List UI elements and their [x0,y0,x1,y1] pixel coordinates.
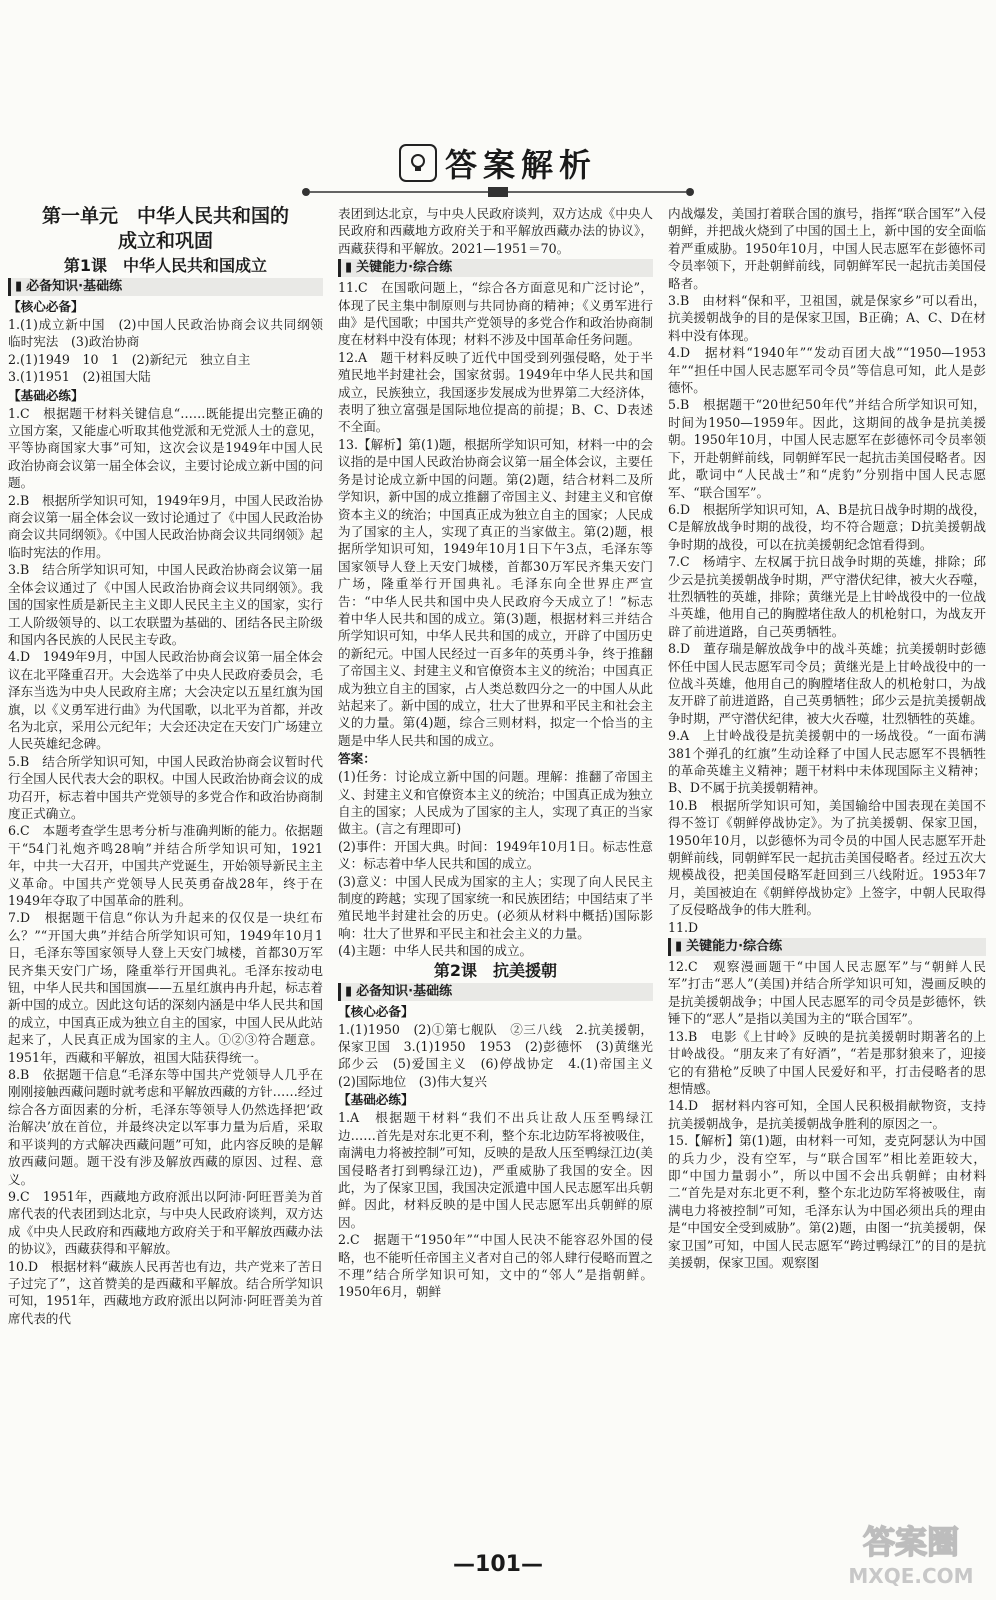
answer-item: 1.C 根据题干材料关键信息“……既能提出完整正确的立国方案，又能虚心听取其他党派和无党派人士的意见，平等协商国家大事”可知，这次会议是1949年中国人民政治协商会议第一届全体会议，主要讨论成立新中国的问题。 [8,405,323,491]
answer-item: 4.D 1949年9月，中国人民政治协商会议第一届全体会议在北平隆重召开。大会选举了中央人民政府委员会，毛泽东当选为中央人民政府主席；大会决定以五星红旗为国旗，以《义勇军进行曲》为代国歌，以北平为首都，并改名为北京，采用公元纪年；大会还决定在天安门广场建立人民英雄纪念碑。 [8,649,323,752]
answer-item: 8.B 依据题干信息“毛泽东等中国共产党领导人几乎在刚刚接触西藏问题时就考虑和平解放西藏的方针……经过综合各方面因素的分析，毛泽东等领导人仍然选择把‘政治解决’放在首位，并最终决定以军事力量为后盾，采取和平谈判的方式解决西藏问题”可知，此内容反映的是解放西藏问题。题干没有涉及解放西藏的原因、过程、意义。 [8,1067,323,1187]
answer-item: 10.D 根据材料“藏族人民再苦也有边，共产党来了苦日子过完了”，这首赞美的是西藏和平解放。结合所学知识可知，1951年，西藏地方政府派出以阿沛·阿旺晋美为首席代表的代 [8,1258,323,1326]
answer-item: 11.C 在国歌问题上，“综合各方面意见和广泛讨论”，体现了民主集中制原则与共同协商的精神；《义勇军进行曲》是代国歌；中国共产党领导的多党合作和政治协商制度在材料中没有体现；材料不涉及中国革命任务问题。 [338,280,653,348]
answer-line: 2.(1)1949 10 1 (2)新纪元 独立自主 [8,351,251,367]
answer-item: 14.D 据材料内容可知，全国人民积极捐献物资，支持抗美援朝战争，是抗美援朝战争胜利的原因之一。 [668,1098,986,1131]
bookmark-icon: ▮ [15,279,23,294]
watermark-logo [836,1515,986,1590]
column-3 [668,205,986,1540]
answer-line: 1.(1)成立新中国 (2)中国人民政治协商会议共同纲领 临时宪法 (3)政治协商 [8,317,336,350]
column-2 [338,205,666,1540]
answer-item: 10.B 根据所学知识可知，美国输给中国表现在美国不得不签订《朝鲜停战协定》。为了抗美援朝、保家卫国，1950年10月，以彭德怀为司令员的中国人民志愿军开赴朝鲜前线，同朝鲜军民一起抗击美国侵略者。经过五次大规模战役，把美国侵略军赶回到三八线附近。1953年7月，美国被迫在《朝鲜停战协定》上签字，中朝人民取得了反侵略战争的伟大胜利。 [668,797,986,918]
section-band-label: 必备知识·基础练 [356,983,453,999]
bookmark-icon: ▮ [345,260,353,276]
section-band-label: 关键能力·综合练 [686,939,783,955]
page-number: —101— [453,1552,543,1577]
answer-item: 12.C 观察漫画题干“中国人民志愿军”与“朝鲜人民军”打击“恶人”(美国)并结合所学知识可知，漫画反映的是抗美援朝战争；中国人民志愿军的司令员是彭德怀，铁锤下的“恶人”是指以美国为主的“联合国军”。 [668,959,986,1027]
answer-item: 内战爆发，美国打着联合国的旗号，指挥“联合国军”入侵朝鲜，并把战火烧到了中国的国土上，新中国的安全面临着严重威胁。1950年10月，中国人民志愿军在彭德怀司令员率领下，开赴朝鲜前线，同朝鲜军民一起抗击美国侵略者。 [668,206,986,291]
page-header [0,140,996,184]
answer-line: (2)事件：开国大典。时间：1949年10月1日。标志性意义：标志着中华人民共和国的成立。 [338,838,653,872]
section-band [668,938,986,956]
core-tag: 【核心必备】 [8,299,84,314]
answer-item: 13.【解析】第(1)题，根据所学知识可知，材料一中的会议指的是中国人民政治协商会议第一届全体会议，主要任务是讨论成立新中国的问题。第(2)题，结合材料二及所学知识，新中国的成立推翻了帝国主义、封建主义和官僚资本主义的统治；中国真正成为独立自主的国家；人民成为了国家的主人，实现了真正的当家做主。第(2)题，根据所学知识可知，1949年10月1日下午3点，毛泽东等国家领导人登上天安门城楼，首都30万军民齐集天安门广场，隆重举行开国典礼。毛泽东向全世界庄严宣告：“中华人民共和国中央人民政府今天成立了！”标志着中华人民共和国的成立。第(3)题，根据材料三并结合所学知识可知，中华人民共和国的成立，开辟了中国历史的新纪元。中国人民经过一百多年的英勇斗争，终于推翻了帝国主义、封建主义和官僚资本主义的统治；中国真正成为独立自主的国家，占人类总数四分之一的中国人从此站起来了。新中国的成立，壮大了世界和平民主和社会主义的力量。第(4)题，综合三则材料，拟定一个恰当的主题是中华人民共和国的成立。 [338,436,653,748]
answer-item: 7.C 杨靖宇、左权属于抗日战争时期的英雄，排除；邱少云是抗美援朝战争时期，严守潜伏纪律，被大火吞噬，壮烈牺牲的英雄，排除；黄继光是上甘岭战役中的一位战斗英雄，他用自己的胸膛堵住敌人的机枪射口，为战友开辟了前进道路，自己英勇牺牲。 [668,554,986,639]
answer-item: 5.B 结合所学知识可知，中国人民政治协商会议暂时代行全国人民代表大会的职权。中国人民政治协商会议的成功召开，标志着中国共产党领导的多党合作和政治协商制度正式确立。 [8,753,323,821]
answer-item: 9.A 上甘岭战役是抗美援朝中的一场战役。“一面布满381个弹孔的红旗”生动诠释了中国人民志愿军不畏牺牲的革命英雄主义精神；题干材料中未体现国际主义精神；B、D不属于抗美援朝精神。 [668,728,986,796]
answer-line: (1)任务：讨论成立新中国的问题。理解：推翻了帝国主义、封建主义和官僚资本主义的统治；中国真正成为独立自主的国家；人民成为了国家的主人，实现了真正的当家做主。(言之有理即可) [338,769,653,837]
section-band [8,278,323,296]
bookmark-icon: ▮ [345,983,353,999]
basic-tag: 【基础必练】 [338,1092,414,1108]
answer-item: 8.D 董存瑞是解放战争中的战斗英雄；抗美援朝时彭德怀任中国人民志愿军司令员；黄继光是上甘岭战役中的一位战斗英雄，他用自己的胸膛堵住敌人的机枪射口，为战友开辟了前进道路，自己英勇牺牲；邱少云是抗美援朝战争时期，严守潜伏纪律，被大火吞噬，壮烈牺牲的英雄。 [668,641,986,726]
section-band [338,983,653,1001]
answer-line: 1.(1)1950 (2)①第七舰队 ②三八线 2.抗美援朝，保家卫国 3.(1)1950 1953 (2)彭德怀 (3)黄继光 邱少云 (5)爱国主义 (6)停战协定 4.(1)帝国主义 (2)国际地位 (3)伟大复兴 [338,1021,666,1089]
page-title: 答案解析 [444,146,597,184]
bookmark-icon: ▮ [675,939,683,955]
lesson-title: 第1课 中华人民共和国成立 [63,256,268,275]
column-1 [8,205,336,1540]
answer-item: 2.C 据题干“1950年”“中国人民决不能容忍外国的侵略，也不能听任帝国主义者对自己的邻人肆行侵略而置之不理”结合所学知识可知，文中的“邻人”是指朝鲜。1950年6月，朝鲜 [338,1232,653,1300]
answer-item: 12.A 题干材料反映了近代中国受到列强侵略，处于半殖民地半封建社会，国家贫弱。1949年中华人民共和国成立，民族独立，我国逐步发展成为世界第二大经济体，表明了独立富强是国际地位提高的前提；B、C、D表述不全面。 [338,349,653,435]
answer-item: 表团到达北京，与中央人民政府谈判，双方达成《中央人民政府和西藏地方政府关于和平解放西藏办法的协议》，西藏获得和平解放。2021—1951＝70。 [338,206,653,256]
answer-item: 7.D 根据题干信息“你认为升起来的仅仅是一块红布么？”“开国大典”并结合所学知识可知，1949年10月1日，毛泽东等国家领导人登上天安门城楼，首都30万军民齐集天安门广场，隆重举行开国典礼。毛泽东按动电钮，中华人民共和国国旗——五星红旗冉冉升起，标志着新中国的成立。因此这句话的深刻内涵是中华人民共和国的成立，中国真正成为独立自主的国家，中国人民从此站起来了，人民真正成为国家的主人。①②③符合题意。1951年，西藏和平解放，祖国大陆获得统一。 [8,910,323,1065]
answer-label: 答案： [338,751,376,767]
unit-title-line-1: 第一单元 中华人民共和国的 [41,205,289,227]
section-band-label: 关键能力·综合练 [356,260,453,276]
answer-item: 6.C 本题考查学生思考分析与准确判断的能力。依据题干“54门礼炮齐鸣28响”并结合所学知识可知，1921年，中共一大召开，中国共产党诞生，开始领导新民主主义革命。中国共产党领导人民英勇奋战28年，终于在1949年夺取了中国革命的胜利。 [8,823,323,908]
answer-item: 2.B 根据所学知识可知，1949年9月，中国人民政治协商会议第一届全体会议一致讨论通过了《中国人民政治协商会议共同纲领》。《中国人民政治协商会议共同纲领》起临时宪法的作用。 [8,492,323,560]
answer-item: 3.B 由材料“保和平，卫祖国，就是保家乡”可以看出，抗美援朝战争的目的是保家卫国，B正确；A、C、D在材料中没有体现。 [668,293,986,343]
watermark-url: MXQE.COM [848,1564,974,1588]
answer-line: 3.(1)1951 (2)祖国大陆 [8,369,151,385]
section-band [338,259,653,277]
core-tag: 【核心必备】 [338,1003,414,1019]
lesson-title: 第2课 抗美援朝 [433,960,558,980]
watermark-text: 答案圈 [862,1523,960,1561]
answer-item: 11.D [668,919,699,935]
section-band-label: 必备知识·基础练 [26,279,123,294]
answer-item: 1.A 根据题干材料“我们不出兵让敌人压至鸭绿江边……首先是对东北更不利，整个东北边防军将被吸住，南满电力将被控制”可知，反映的是敌人压至鸭绿江边(美国侵略者打到鸭绿江边)，严重威胁了我国的安全。因此，为了保家卫国，我国决定派遣中国人民志愿军出兵朝鲜。因此，材料反映的是中国人民志愿军出兵朝鲜的原因。 [338,1110,653,1230]
answer-item: 15.【解析】第(1)题，由材料一可知，麦克阿瑟认为中国的兵力少，没有空军，与“联合国军”相比差距较大，即“中国力量弱小”，所以中国不会出兵朝鲜；由材料二“首先是对东北更不利，整个东北边防军将被吸住，南满电力将被控制”可知，毛泽东认为中国必须出兵的理由是“中国安全受到威胁”。第(2)题，由图一“抗美援朝，保家卫国”可知，中国人民志愿军“跨过鸭绿江”的目的是抗美援朝，保家卫国。观察图 [668,1133,986,1270]
lightbulb-icon [399,144,437,182]
basic-tag: 【基础必练】 [8,387,84,403]
unit-title-line-2: 成立和巩固 [117,230,213,252]
answer-line: (4)主题：中华人民共和国的成立。 [338,943,533,959]
answer-item: 6.D 根据所学知识可知，A、B是抗日战争时期的战役，C是解放战争时期的战役，均不符合题意；D抗美援朝战争时期的战役，可以在抗美援朝纪念馆看得到。 [668,501,986,552]
answer-item: 3.B 结合所学知识可知，中国人民政治协商会议第一届全体会议通过了《中国人民政治协商会议共同纲领》。我国的国家性质是新民主主义即人民民主主义的国家，实行工人阶级领导的、以工农联盟为基础的、团结各民主阶级和国内各民族的人民民主专政。 [8,562,323,647]
answer-item: 9.C 1951年，西藏地方政府派出以阿沛·阿旺晋美为首席代表的代表团到达北京，与中央人民政府谈判，双方达成《中央人民政府和西藏地方政府关于和平解放西藏办法的协议》，西藏获得和平解放。 [8,1188,323,1257]
answer-item: 13.B 电影《上甘岭》反映的是抗美援朝时期著名的上甘岭战役。“朋友来了有好酒”，“若是那豺狼来了，迎接它的有猎枪”反映了中国人民爱好和平，打击侵略者的思想情感。 [668,1028,986,1096]
header-divider [300,186,696,198]
answer-item: 4.D 据材料“1940年”“发动百团大战”“1950—1953年”“担任中国人民志愿军司令员”等信息可知，此人是彭德怀。 [668,345,986,396]
answer-line: (3)意义：中国人民成为国家的主人；实现了向人民民主制度的跨越；实现了国家统一和民族团结；中国结束了半殖民地半封建社会的历史。(必须从材料中概括)国际影响：壮大了世界和平民主和社会主义的力量。 [338,873,653,941]
answer-item: 5.B 根据题干“20世纪50年代”并结合所学知识可知，时间为1950—1959年。因此，这期间的战争是抗美援朝。1950年10月，中国人民志愿军在彭德怀司令员率领下，开赴朝鲜前线，同朝鲜军民一起抗击美国侵略者。因此，歌词中“人民战士”和“虎豹”分别指中国人民志愿军、“联合国军”。 [668,397,986,500]
